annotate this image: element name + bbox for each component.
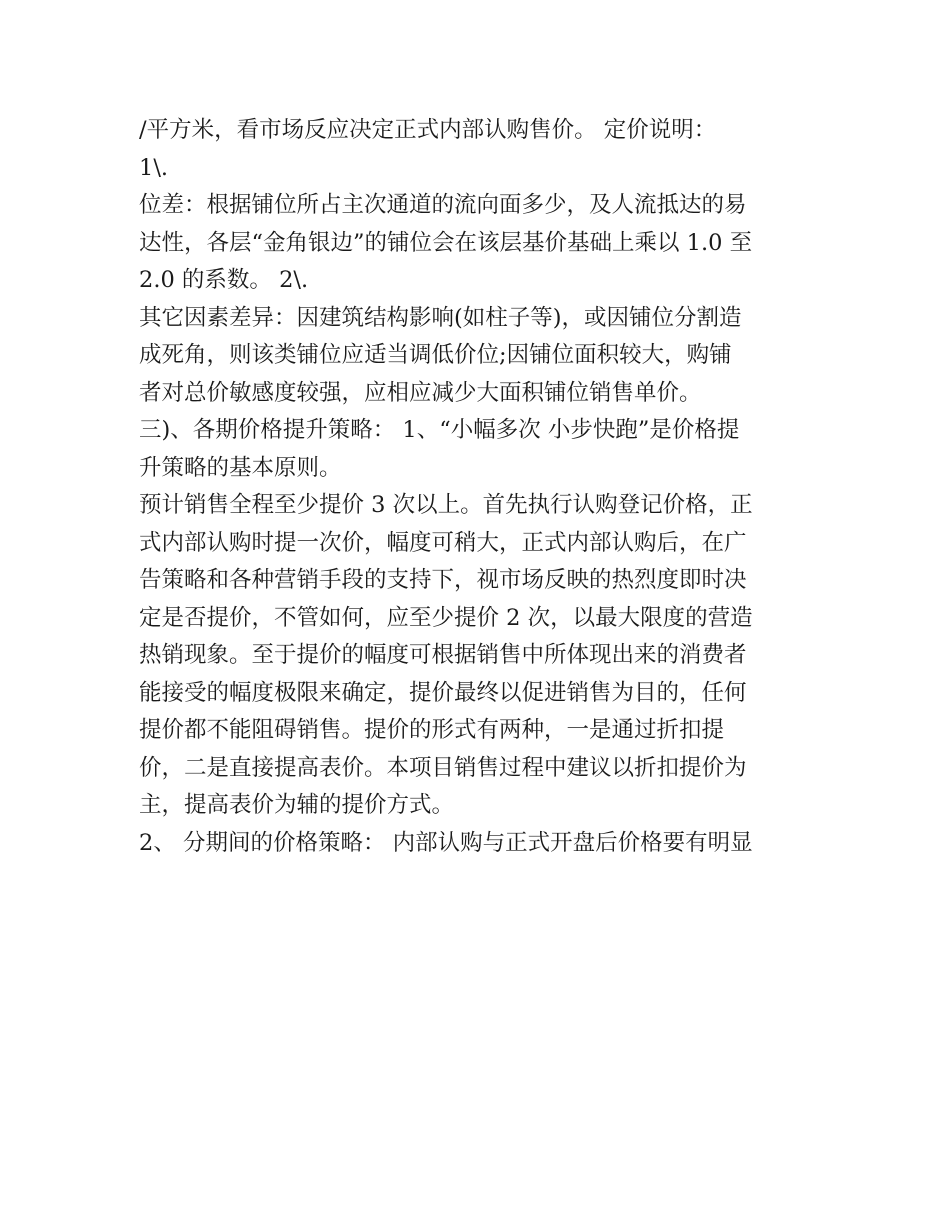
text-line: 能接受的幅度极限来确定，提价最终以促进销售为目的，任何 xyxy=(139,679,747,706)
text-line: 提价都不能阻碍销售。提价的形式有两种，一是通过折扣提 xyxy=(139,717,725,743)
text-line: 成死角，则该类铺位应适当调低价位;因铺位面积较大，购铺 xyxy=(139,342,732,368)
text-line: 2、 分期间的价格策略： 内部认购与正式开盘后价格要有明显 xyxy=(139,829,753,856)
body-text xyxy=(139,112,829,862)
text-line: 其它因素差异：因建筑结构影响(如柱子等)，或因铺位分割造 xyxy=(139,304,742,331)
text-line: /平方米，看市场反应决定正式内部认购售价。 定价说明： xyxy=(139,117,717,143)
text-line: 式内部认购时提一次价，幅度可稍大，正式内部认购后，在广 xyxy=(139,529,747,556)
text-line: 预计销售全程至少提价 3 次以上。首先执行认购登记价格，正 xyxy=(139,492,753,518)
text-line: 位差：根据铺位所占主次通道的流向面多少，及人流抵达的易 xyxy=(139,192,747,218)
text-line: 定是否提价，不管如何，应至少提价 2 次，以最大限度的营造 xyxy=(139,604,753,631)
text-line: 价，二是直接提高表价。本项目销售过程中建议以折扣提价为 xyxy=(139,754,747,781)
text-line: 升策略的基本原则。 xyxy=(139,454,342,481)
text-line: 主，提高表价为辅的提价方式。 xyxy=(139,792,455,818)
text-line: 告策略和各种营销手段的支持下，视市场反映的热烈度即时决 xyxy=(139,567,747,593)
text-line: 热销现象。至于提价的幅度可根据销售中所体现出来的消费者 xyxy=(139,642,747,668)
text-line: 2.0 的系数。 2\. xyxy=(139,267,309,293)
text-line: 三)、各期价格提升策略： 1、“小幅多次 小步快跑”是价格提 xyxy=(139,417,740,443)
text-line: 者对总价敏感度较强，应相应减少大面积铺位销售单价。 xyxy=(139,379,702,406)
text-line: 达性，各层“金角银边”的铺位会在该层基价基础上乘以 1.0 至 xyxy=(139,229,753,256)
text-line: 1\. xyxy=(139,154,169,181)
